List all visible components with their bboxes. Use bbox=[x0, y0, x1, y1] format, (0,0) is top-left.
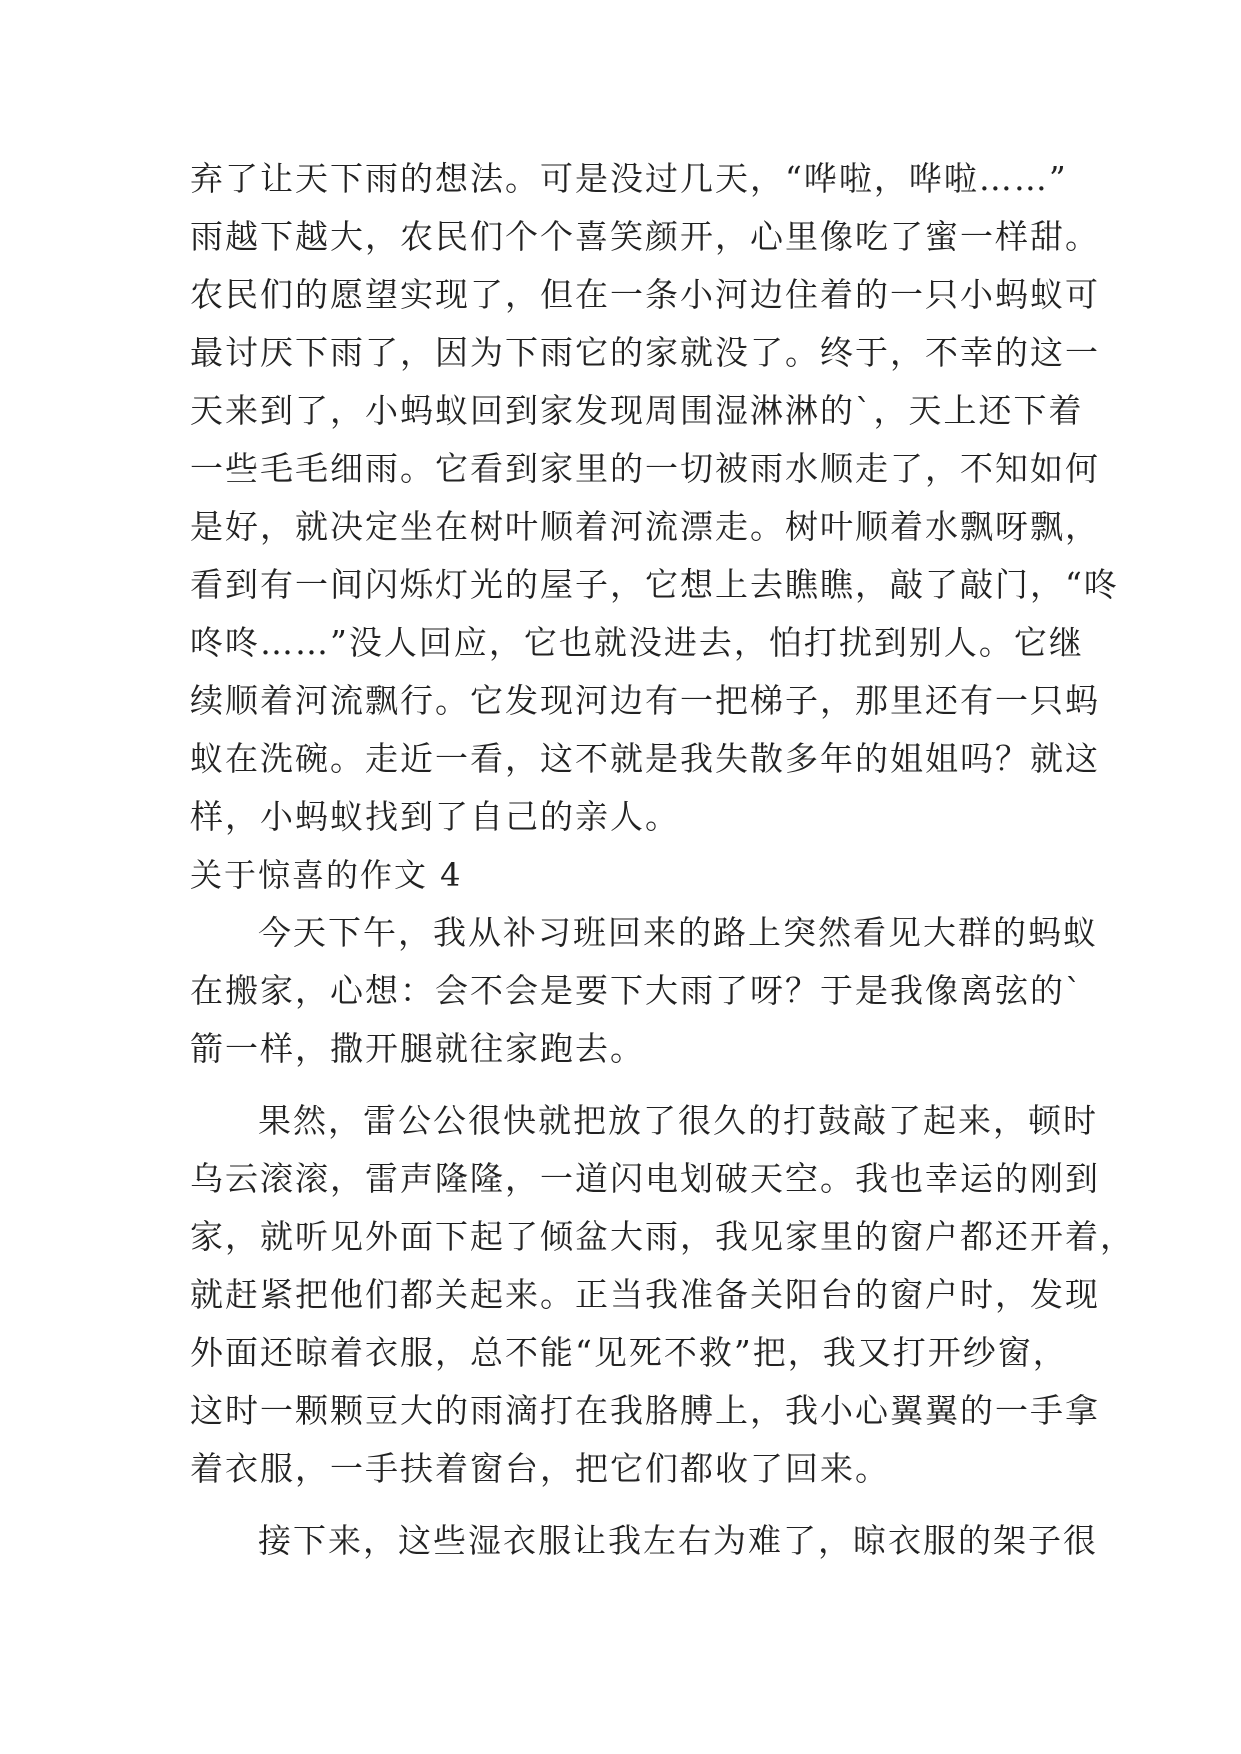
section-heading: 关于惊喜的作文 4 bbox=[190, 856, 463, 894]
text-line: 就赶紧把他们都关起来。正当我准备关阳台的窗户时，发现 bbox=[190, 1275, 1100, 1314]
text-line: 雨越下越大，农民们个个喜笑颜开，心里像吃了蜜一样甜。 bbox=[190, 217, 1100, 256]
text-line: 续顺着河流飘行。它发现河边有一把梯子，那里还有一只蚂 bbox=[190, 681, 1100, 720]
text-line: 箭一样，撒开腿就往家跑去。 bbox=[190, 1029, 645, 1068]
text-line: 一些毛毛细雨。它看到家里的一切被雨水顺走了，不知如何 bbox=[190, 449, 1100, 488]
text-line: 今天下午，我从补习班回来的路上突然看见大群的蚂蚁 bbox=[258, 913, 1098, 952]
text-line: 天来到了，小蚂蚁回到家发现周围湿淋淋的`，天上还下着 bbox=[190, 391, 1084, 430]
text-line: 接下来，这些湿衣服让我左右为难了，晾衣服的架子很 bbox=[258, 1521, 1098, 1560]
text-line: 乌云滚滚，雷声隆隆，一道闪电划破天空。我也幸运的刚到 bbox=[190, 1159, 1100, 1198]
text-line: 弃了让天下雨的想法。可是没过几天，“哗啦，哗啦……” bbox=[190, 159, 1068, 198]
text-line: 农民们的愿望实现了，但在一条小河边住着的一只小蚂蚁可 bbox=[190, 275, 1100, 314]
text-line: 家，就听见外面下起了倾盆大雨，我见家里的窗户都还开着， bbox=[190, 1217, 1135, 1256]
text-line: 看到有一间闪烁灯光的屋子，它想上去瞧瞧，敲了敲门，“咚 bbox=[190, 565, 1119, 604]
text-line: 样，小蚂蚁找到了自己的亲人。 bbox=[190, 797, 680, 836]
text-line: 外面还晾着衣服，总不能“见死不救”把，我又打开纱窗， bbox=[190, 1333, 1068, 1372]
text-line: 在搬家，心想：会不会是要下大雨了呀？于是我像离弦的` bbox=[190, 971, 1084, 1010]
text-line: 蚁在洗碗。走近一看，这不就是我失散多年的姐姐吗？就这 bbox=[190, 739, 1100, 778]
text-line: 着衣服，一手扶着窗台，把它们都收了回来。 bbox=[190, 1449, 890, 1488]
document-body bbox=[190, 150, 1135, 1570]
text-line: 是好，就决定坐在树叶顺着河流漂走。树叶顺着水飘呀飘， bbox=[190, 507, 1100, 546]
text-line: 这时一颗颗豆大的雨滴打在我胳膊上，我小心翼翼的一手拿 bbox=[190, 1391, 1100, 1430]
text-line: 果然，雷公公很快就把放了很久的打鼓敲了起来，顿时 bbox=[258, 1101, 1098, 1140]
text-line: 咚咚……”没人回应，它也就没进去，怕打扰到别人。它继 bbox=[190, 623, 1084, 662]
text-line: 最讨厌下雨了，因为下雨它的家就没了。终于，不幸的这一 bbox=[190, 333, 1100, 372]
